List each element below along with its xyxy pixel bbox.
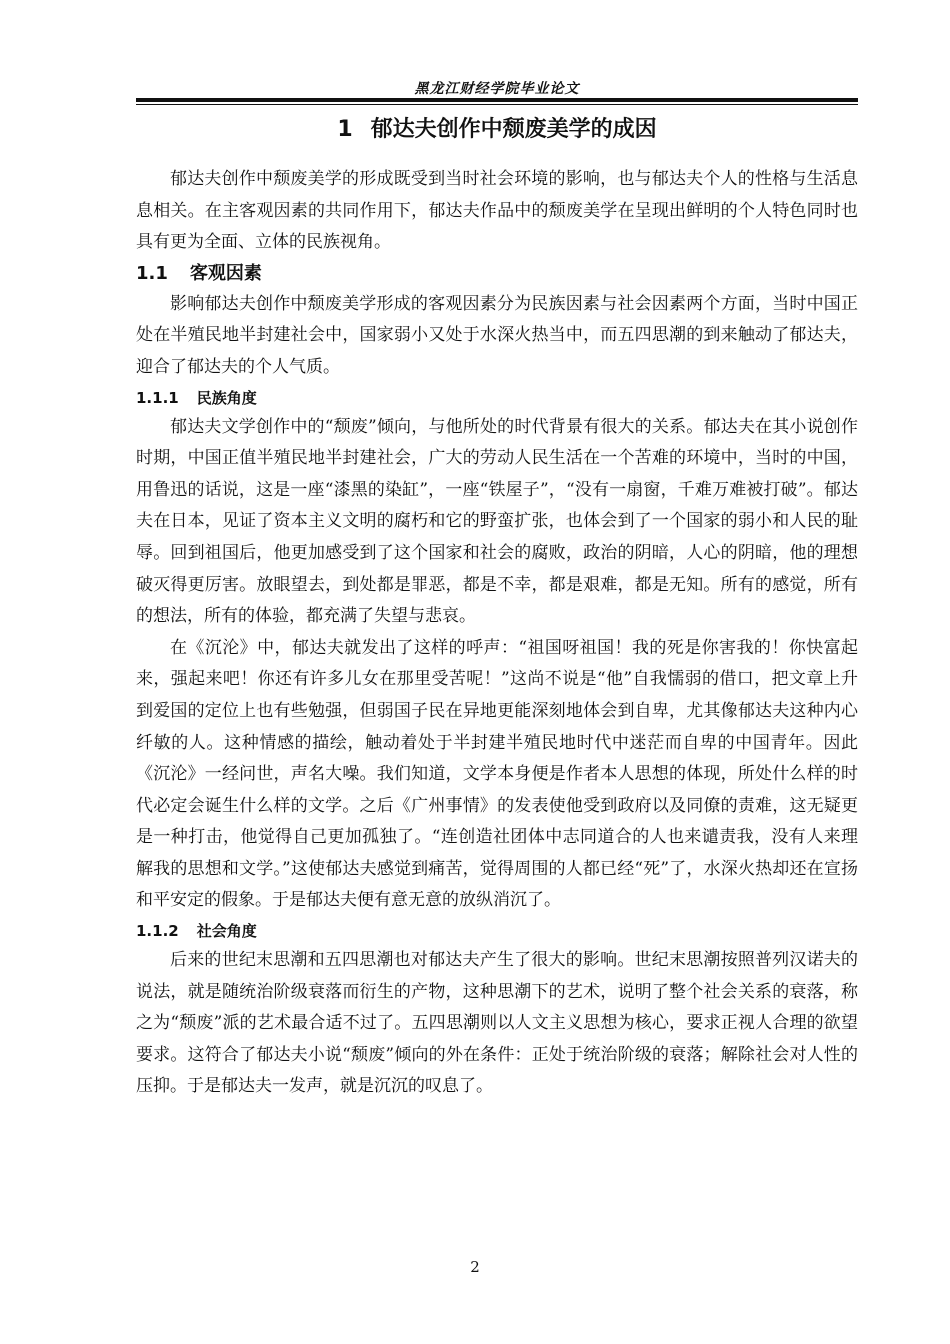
subsection-title: 社会角度: [196, 922, 257, 941]
header-rule-thick: [136, 98, 858, 102]
subsection-number: 1.1.2: [136, 922, 179, 941]
chapter-title-text: 郁达夫创作中颓废美学的成因: [370, 117, 657, 142]
section-heading-1-1-2: [136, 917, 858, 945]
section-heading-1-1: [136, 259, 858, 289]
page-content: [136, 112, 858, 1103]
section-number: 1.1: [136, 262, 168, 284]
running-header: 黑龙江财经学院毕业论文: [414, 81, 580, 97]
section-1-1-1-paragraph-2: 在《沉沦》中，郁达夫就发出了这样的呼声：“祖国呀祖国！我的死是你害我的！你快富起来，强起来吧！你还有许多儿女在那里受苦呢！”这尚不说是“他”自我懦弱的借口，把文章上升到爱国的定位上也有些勉强，但弱国子民在异地更能深刻地体会到自卑，尤其像郁达夫这种内心纤敏的人。这种情感的描绘，触动着处于半封建半殖民地时代中迷茫而自卑的中国青年。因此《沉沦》一经问世，声名大噪。我们知道，文学本身便是作者本人思想的体现，所处什么样的时代必定会诞生什么样的文学。之后《广州事情》的发表使他受到政府以及同僚的责难，这无疑更是一种打击，他觉得自己更加孤独了。“连创造社团体中志同道合的人也来谴责我，没有人来理解我的思想和文学。”这使郁达夫感觉到痛苦，觉得周围的人都已经“死”了，水深火热却还在宣扬和平安定的假象。于是郁达夫便有意无意的放纵消沉了。: [136, 637, 858, 911]
page-number: 2: [470, 1258, 480, 1276]
section-title: 客观因素: [189, 262, 262, 284]
section-1-1-1-paragraph-1: 郁达夫文学创作中的“颓废”倾向，与他所处的时代背景有很大的关系。郁达夫在其小说创作时期，中国正值半殖民地半封建社会，广大的劳动人民生活在一个苦难的环境中，当时的中国，用鲁迅的话说，这是一座“漆黑的染缸”，一座“铁屋子”，“没有一扇窗，千难万难被打破”。郁达夫在日本，见证了资本主义文明的腐朽和它的野蛮扩张，也体会到了一个国家的弱小和人民的耻辱。回到祖国后，他更加感受到了这个国家和社会的腐败，政治的阴暗，人心的阴暗，他的理想破灭得更厉害。放眼望去，到处都是罪恶，都是不幸，都是艰难，都是无知。所有的感觉，所有的想法，所有的体验，都充满了失望与悲哀。: [136, 416, 858, 627]
header-rule-thin: [136, 104, 858, 105]
subsection-number: 1.1.1: [136, 388, 179, 407]
section-1-1-2-paragraph: 后来的世纪末思潮和五四思潮也对郁达夫产生了很大的影响。世纪末思潮按照普列汉诺夫的说法，就是随统治阶级衰落而衍生的产物，这种思潮下的艺术，说明了整个社会关系的衰落，称之为“颓废”派的艺术最合适不过了。五四思潮则以人文主义思想为核心，要求正视人合理的欲望要求。这符合了郁达夫小说“颓废”倾向的外在条件：正处于统治阶级的衰落；解除社会对人性的压抑。于是郁达夫一发声，就是沉沉的叹息了。: [136, 950, 858, 1097]
section-heading-1-1-1: [136, 384, 858, 412]
chapter-number: 1: [337, 117, 353, 142]
chapter-title: [136, 112, 858, 148]
intro-paragraph: 郁达夫创作中颓废美学的形成既受到当时社会环境的影响，也与郁达夫个人的性格与生活息息相关。在主客观因素的共同作用下，郁达夫作品中的颓废美学在呈现出鲜明的个人特色同时也具有更为全面、立体的民族视角。: [136, 169, 858, 253]
section-1-1-paragraph: 影响郁达夫创作中颓废美学形成的客观因素分为民族因素与社会因素两个方面，当时中国正处在半殖民地半封建社会中，国家弱小又处于水深火热当中，而五四思潮的到来触动了郁达夫，迎合了郁达夫的个人气质。: [136, 293, 858, 377]
subsection-title: 民族角度: [196, 388, 257, 407]
